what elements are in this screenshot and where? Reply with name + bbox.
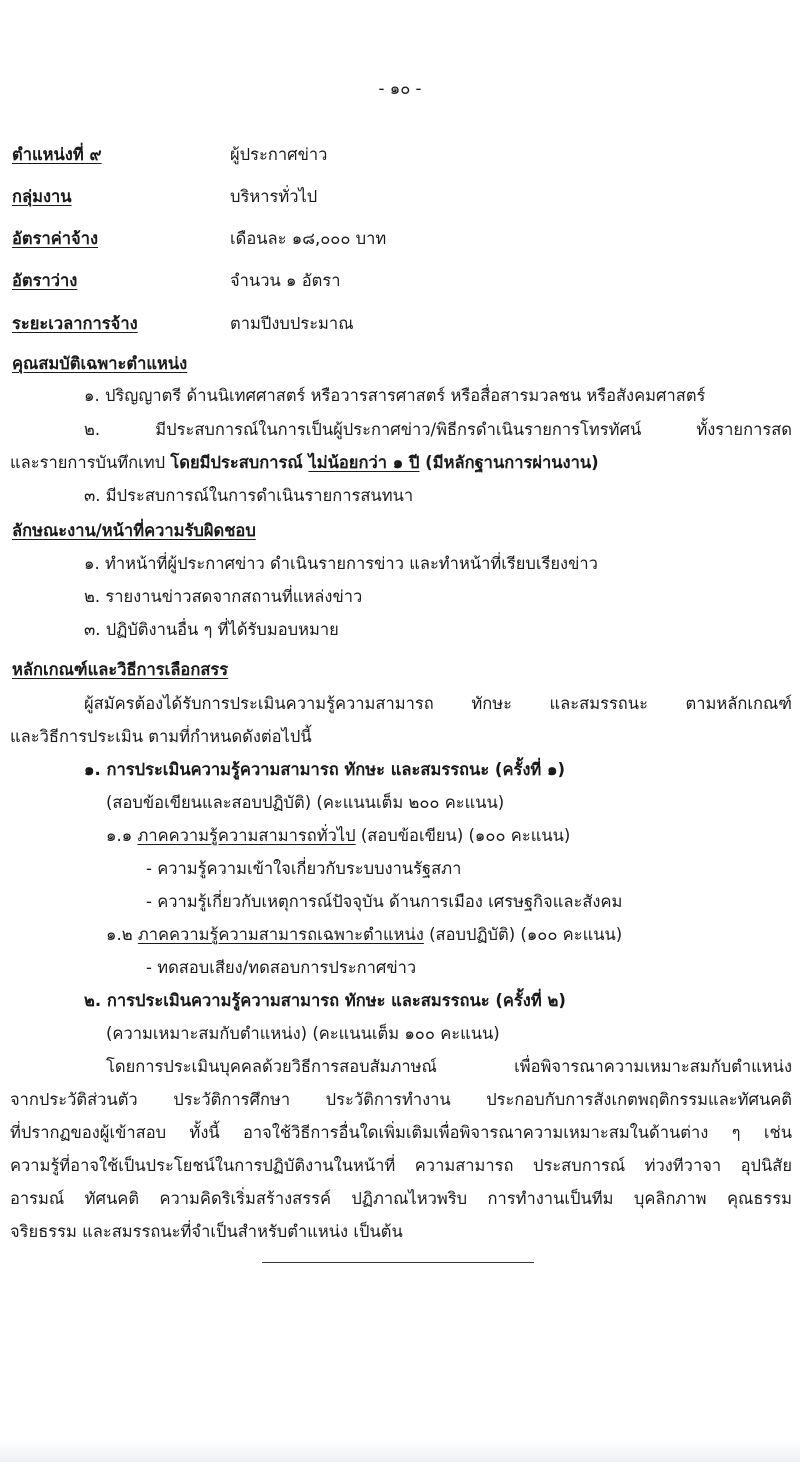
duty-item-1: ๑. ทำหน้าที่ผู้ประกาศข่าว ดำเนินรายการข่าว และทำหน้าที่เรียบเรียงข่าว bbox=[84, 554, 598, 573]
section-1-1-item-2: - ความรู้เกี่ยวกับเหตุการณ์ปัจจุบัน ด้านการเมือง เศรษฐกิจและสังคม bbox=[146, 892, 623, 911]
paragraph-line-2: จากประวัติส่วนตัว ประวัติการศึกษา ประวัติการทำงาน ประกอบกับการสังเกตพฤติกรรมและทัศนคติ bbox=[10, 1090, 792, 1109]
position-value: ผู้ประกาศข่าว bbox=[230, 145, 328, 164]
scan-edge bbox=[0, 1440, 800, 1462]
paragraph-line-3: ที่ปรากฏของผู้เข้าสอบ ทั้งนี้ อาจใช้วิธีการอื่นใดเพิ่มเติมเพื่อพิจารณาความเหมาะสมในด้านต่าง ๆ เช่น bbox=[10, 1123, 792, 1142]
selection-intro-line-2: และวิธีการประเมิน ตามที่กำหนดดังต่อไปนี้ bbox=[10, 727, 312, 746]
selection-title: หลักเกณฑ์และวิธีการเลือกสรร bbox=[12, 660, 229, 679]
qualification-item-2-bold: โดยมีประสบการณ์ bbox=[170, 453, 309, 472]
duty-item-2: ๒. รายงานข่าวสดจากสถานที่แหล่งข่าว bbox=[84, 587, 363, 606]
section-1-2-number: ๑.๒ bbox=[106, 925, 138, 944]
duties-title: ลักษณะงาน/หน้าที่ความรับผิดชอบ bbox=[12, 521, 256, 540]
round-2-subtitle: (ความเหมาะสมกับตำแหน่ง) (คะแนนเต็ม ๑๐๐ คะแนน) bbox=[106, 1024, 500, 1043]
qualification-item-2-line-2 bbox=[10, 452, 599, 474]
section-1-1-number: ๑.๑ bbox=[106, 826, 138, 845]
period-label: ระยะเวลาการจ้าง bbox=[12, 314, 138, 333]
section-1-2 bbox=[106, 924, 622, 946]
qualification-item-2-text: และรายการบันทึกเทป bbox=[10, 453, 171, 472]
round-2-title: ๒. การประเมินความรู้ความสามารถ ทักษะ และสมรรถนะ (ครั้งที่ ๒) bbox=[84, 991, 566, 1010]
qualification-item-2-line-1: ๒. มีประสบการณ์ในการเป็นผู้ประกาศข่าว/พิธีกรดำเนินรายการโทรทัศน์ ทั้งรายการสด bbox=[84, 420, 792, 439]
vacancy-label: อัตราว่าง bbox=[12, 271, 78, 290]
section-1-2-title: ภาคความรู้ความสามารถเฉพาะตำแหน่ง bbox=[137, 925, 424, 944]
paragraph-line-4: ความรู้ที่อาจใช้เป็นประโยชน์ในการปฏิบัติงานในหน้าที่ ความสามารถ ประสบการณ์ ท่วงทีวาจา อุปนิสัย bbox=[10, 1156, 792, 1175]
qualifications-title: คุณสมบัติเฉพาะตำแหน่ง bbox=[12, 354, 188, 373]
selection-intro-line-1: ผู้สมัครต้องได้รับการประเมินความรู้ความสามารถ ทักษะ และสมรรถนะ ตามหลักเกณฑ์ bbox=[84, 694, 792, 713]
qualification-item-1: ๑. ปริญญาตรี ด้านนิเทศศาสตร์ หรือวารสารศาสตร์ หรือสื่อสารมวลชน หรือสังคมศาสตร์ bbox=[84, 386, 706, 405]
round-1-title: ๑. การประเมินความรู้ความสามารถ ทักษะ และสมรรถนะ (ครั้งที่ ๑) bbox=[84, 760, 566, 779]
qualification-item-3: ๓. มีประสบการณ์ในการดำเนินรายการสนทนา bbox=[84, 486, 414, 505]
salary-value: เดือนละ ๑๘,๐๐๐ บาท bbox=[230, 229, 387, 248]
section-1-2-detail: (สอบปฏิบัติ) (๑๐๐ คะแนน) bbox=[423, 925, 623, 944]
paragraph-line-1: โดยการประเมินบุคคลด้วยวิธีการสอบสัมภาษณ์ เพื่อพิจารณาความเหมาะสมกับตำแหน่ง bbox=[106, 1057, 792, 1076]
duty-item-3: ๓. ปฏิบัติงานอื่น ๆ ที่ได้รับมอบหมาย bbox=[84, 620, 339, 639]
section-1-1-item-1: - ความรู้ความเข้าใจเกี่ยวกับระบบงานรัฐสภา bbox=[146, 859, 462, 878]
round-1-subtitle: (สอบข้อเขียนและสอบปฏิบัติ) (คะแนนเต็ม ๒๐๐ คะแนน) bbox=[106, 793, 505, 812]
group-value: บริหารทั่วไป bbox=[230, 187, 318, 206]
qualification-item-2-evidence: (มีหลักฐานการผ่านงาน) bbox=[419, 453, 599, 472]
paragraph-line-6: จริยธรรม และสมรรถนะที่จำเป็นสำหรับตำแหน่ง เป็นต้น bbox=[10, 1222, 403, 1241]
qualification-item-2-duration: ไม่น้อยกว่า ๑ ปี bbox=[308, 453, 420, 472]
position-label: ตำแหน่งที่ ๙ bbox=[12, 145, 102, 164]
period-value: ตามปีงบประมาณ bbox=[230, 314, 354, 333]
salary-label: อัตราค่าจ้าง bbox=[12, 229, 99, 248]
end-divider bbox=[262, 1262, 534, 1263]
section-1-1-detail: (สอบข้อเขียน) (๑๐๐ คะแนน) bbox=[355, 826, 571, 845]
paragraph-line-5: อารมณ์ ทัศนคติ ความคิดริเริ่มสร้างสรรค์ ปฏิภาณไหวพริบ การทำงานเป็นทีม บุคลิกภาพ คุณธรรม bbox=[10, 1189, 792, 1208]
section-1-1 bbox=[106, 825, 570, 847]
page-number: - ๑๐ - bbox=[378, 79, 422, 98]
section-1-2-item-1: - ทดสอบเสียง/ทดสอบการประกาศข่าว bbox=[146, 958, 417, 977]
group-label: กลุ่มงาน bbox=[12, 187, 72, 206]
section-1-1-title: ภาคความรู้ความสามารถทั่วไป bbox=[137, 826, 356, 845]
vacancy-value: จำนวน ๑ อัตรา bbox=[230, 271, 341, 290]
